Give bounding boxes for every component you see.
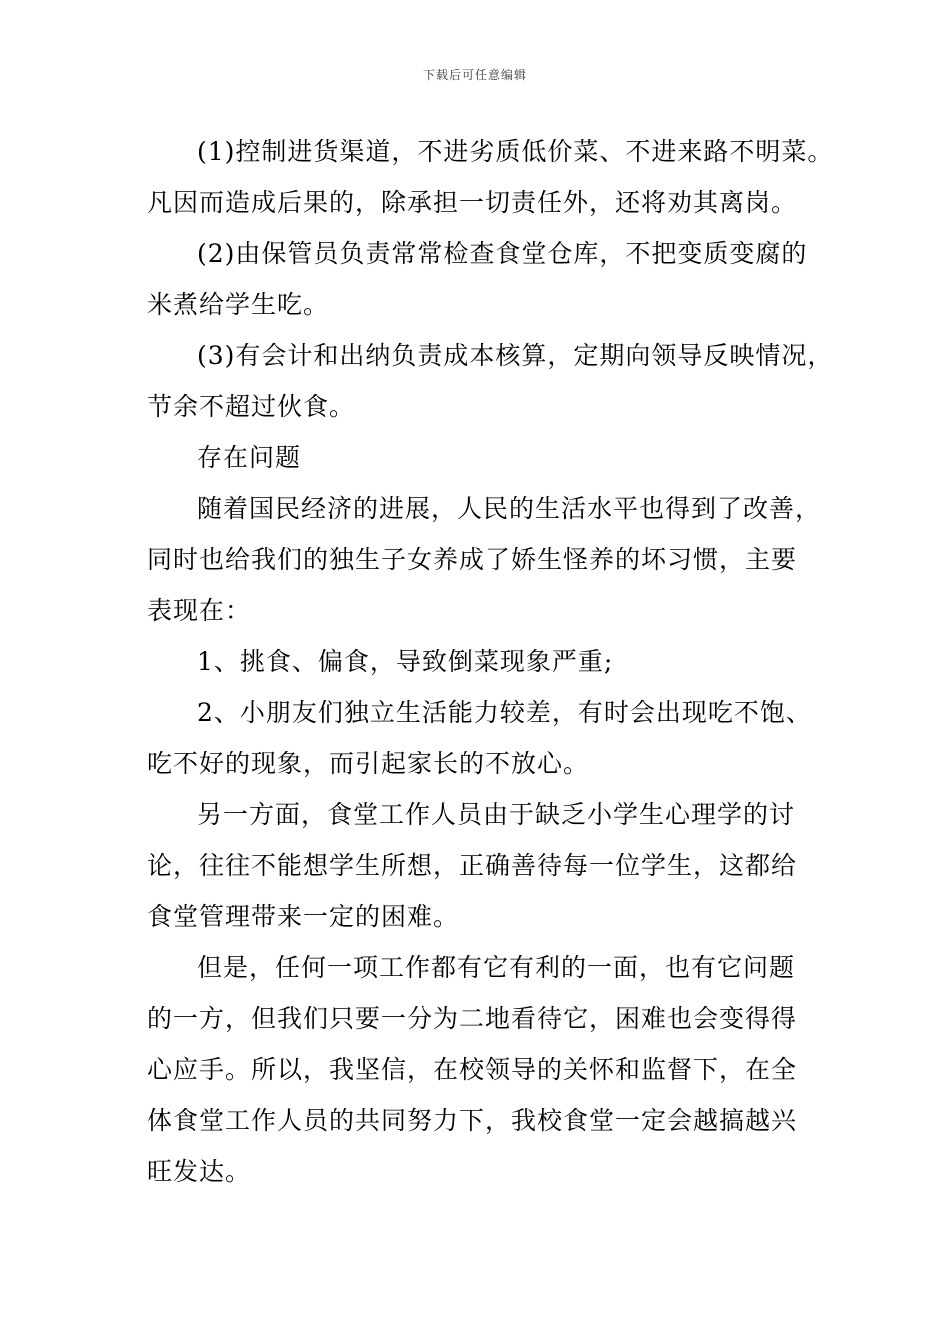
- text-line: (3)有会计和出纳负责成本核算，定期向领导反映情况，: [197, 341, 834, 370]
- text-line: 心应手。所以，我坚信，在校领导的关怀和监督下，在全: [147, 1055, 798, 1084]
- text-line: 体食堂工作人员的共同努力下，我校食堂一定会越搞越兴: [147, 1106, 798, 1135]
- text-line: 食堂管理带来一定的困难。: [147, 902, 460, 931]
- text-line: 另一方面，食堂工作人员由于缺乏小学生心理学的讨: [197, 800, 796, 829]
- header-note: 下载后可任意编辑: [422, 68, 527, 82]
- text-line: (2)由保管员负责常常检查食堂仓库，不把变质变腐的: [197, 239, 808, 268]
- text-line: 论，往往不能想学生所想，正确善待每一位学生，这都给: [147, 851, 798, 880]
- text-line: 米煮给学生吃。: [147, 290, 330, 319]
- list-item: 1、挑食、偏食，导致倒菜现象严重;: [197, 647, 614, 676]
- text-line: 旺发达。: [147, 1157, 252, 1186]
- text-line: 吃不好的现象，而引起家长的不放心。: [147, 749, 590, 778]
- text-line: (1)控制进货渠道，不进劣质低价菜、不进来路不明菜。: [197, 137, 834, 166]
- text-line: 随着国民经济的进展，人民的生活水平也得到了改善，: [197, 494, 822, 523]
- text-line: 同时也给我们的独生子女养成了娇生怪养的坏习惯，主要: [147, 545, 798, 574]
- text-line: 的一方，但我们只要一分为二地看待它，困难也会变得得: [147, 1004, 798, 1033]
- text-line: 节余不超过伙食。: [147, 392, 356, 421]
- text-line: 但是，任何一项工作都有它有利的一面，也有它问题: [197, 953, 796, 982]
- document-body: [147, 126, 834, 1197]
- list-item: 2、小朋友们独立生活能力较差，有时会出现吃不饱、: [197, 698, 812, 727]
- text-line: 凡因而造成后果的，除承担一切责任外，还将劝其离岗。: [147, 188, 798, 217]
- text-line: 表现在：: [147, 596, 252, 625]
- section-heading: 存在问题: [197, 443, 302, 472]
